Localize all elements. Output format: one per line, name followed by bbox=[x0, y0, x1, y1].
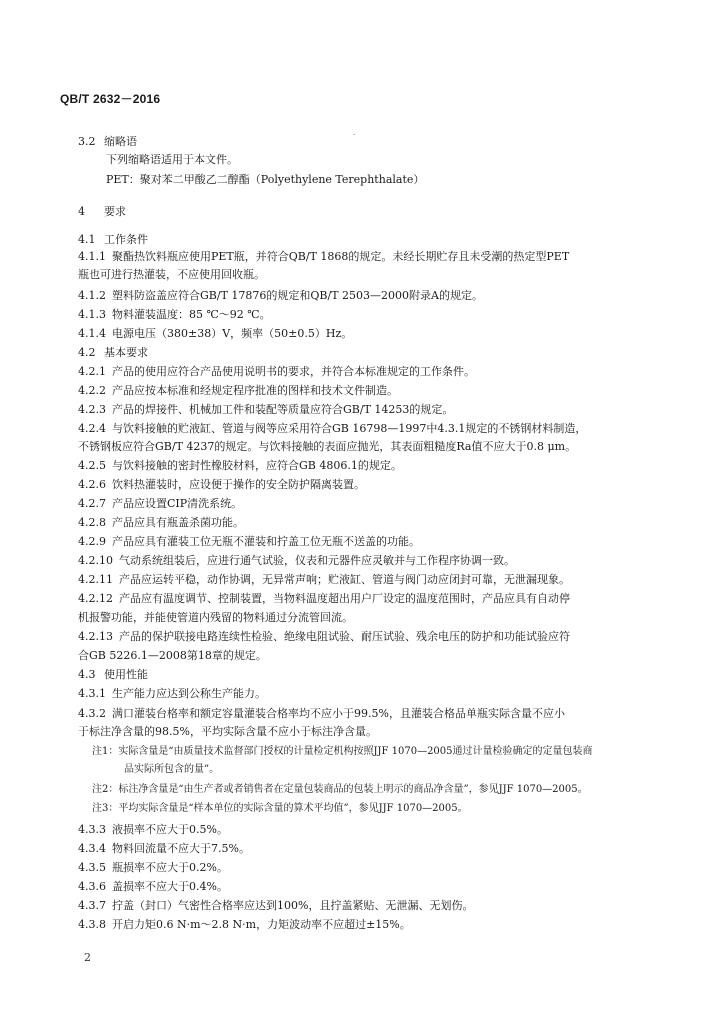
section-number: 4.1 bbox=[78, 233, 96, 246]
abbrev-intro: 下列缩略语适用于本文件。 bbox=[106, 153, 238, 166]
clause-text: 物料灌装温度：85 ℃～92 ℃。 bbox=[112, 308, 271, 321]
clause-text: 产品的保护联接电路连续性检验、绝缘电阻试验、耐压试验、残余电压的防护和功能试验应符 bbox=[119, 630, 570, 643]
clause-text: 开启力矩0.6 N·m～2.8 N·m，力矩波动率不应超过±15%。 bbox=[112, 918, 411, 931]
clause-number: 4.2.13 bbox=[78, 630, 113, 643]
clause-4-2-13-cont: 合GB 5226.1—2008第18章的规定。 bbox=[78, 649, 267, 662]
clause-number: 4.2.5 bbox=[78, 459, 106, 472]
note-label: 注3： bbox=[92, 803, 119, 814]
clause-number: 4.2.9 bbox=[78, 535, 106, 548]
clause-4-2-12-cont: 机报警功能，并能使管道内残留的物料通过分流管回流。 bbox=[78, 611, 353, 624]
section-number: 4.3 bbox=[78, 668, 96, 681]
clause-text: 产品应设置CIP清洗系统。 bbox=[112, 497, 243, 510]
section-title: 缩略语 bbox=[104, 135, 137, 148]
clause-4-2-6 bbox=[78, 477, 660, 492]
clause-text: 产品应按本标准和经规定程序批准的图样和技术文件制造。 bbox=[112, 384, 398, 397]
clause-text: 产品的使用应符合产品使用说明书的要求，并符合本标准规定的工作条件。 bbox=[112, 365, 475, 378]
clause-number: 4.2.2 bbox=[78, 384, 106, 397]
clause-4-2-13 bbox=[78, 629, 660, 644]
section-title: 要求 bbox=[104, 205, 126, 218]
note-label: 注2： bbox=[92, 784, 119, 795]
clause-text: 产品的焊接件、机械加工件和装配等质量应符合GB/T 14253的规定。 bbox=[112, 403, 454, 416]
note-1 bbox=[92, 744, 660, 759]
clause-number: 4.2.7 bbox=[78, 497, 106, 510]
clause-number: 4.2.3 bbox=[78, 403, 106, 416]
section-title: 基本要求 bbox=[104, 346, 148, 359]
abbrev-pet: PET：聚对苯二甲酸乙二醇酯（Polyethylene Terephthalate） bbox=[106, 173, 425, 186]
clause-text: 瓶损率不应大于0.2%。 bbox=[112, 861, 228, 874]
clause-number: 4.1.2 bbox=[78, 289, 106, 302]
clause-text: 产品应具有灌装工位无瓶不灌装和拧盖工位无瓶不送盖的功能。 bbox=[112, 535, 420, 548]
clause-number: 4.3.4 bbox=[78, 842, 106, 855]
clause-number: 4.2.6 bbox=[78, 478, 106, 491]
clause-text: 与饮料接触的密封性橡胶材料，应符合GB 4806.1的规定。 bbox=[112, 459, 402, 472]
clause-4-2-11 bbox=[78, 572, 660, 587]
clause-number: 4.3.5 bbox=[78, 861, 106, 874]
section-heading-4-3 bbox=[78, 667, 660, 682]
clause-text: 盖损率不应大于0.4%。 bbox=[112, 880, 228, 893]
note-label: 注1： bbox=[92, 746, 119, 757]
section-heading-3-2 bbox=[78, 134, 660, 149]
page-number: 2 bbox=[84, 951, 91, 964]
note-3 bbox=[92, 801, 660, 816]
clause-4-2-2 bbox=[78, 383, 660, 398]
clause-number: 4.3.6 bbox=[78, 880, 106, 893]
section-number: 4.2 bbox=[78, 346, 96, 359]
clause-text: 与饮料接触的贮液缸、管道与阀等应采用符合GB 16798—1997中4.3.1规定的不锈钢材料制造， bbox=[112, 422, 587, 435]
clause-number: 4.3.2 bbox=[78, 707, 106, 720]
section-title: 工作条件 bbox=[104, 233, 148, 246]
clause-4-1-3 bbox=[78, 307, 660, 322]
clause-text: 饮料热灌装时，应设便于操作的安全防护隔离装置。 bbox=[112, 478, 365, 491]
clause-number: 4.3.3 bbox=[78, 823, 106, 836]
note-text: 标注净含量是“由生产者或者销售者在定量包装商品的包装上明示的商品净含量”，参见JJF 1070—2005。 bbox=[118, 784, 588, 795]
clause-text: 塑料防盗盖应符合GB/T 17876的规定和QB/T 2503—2000附录A的规定。 bbox=[112, 289, 483, 302]
note-1-cont: 品实际所包含的量”。 bbox=[124, 764, 220, 775]
clause-number: 4.1.1 bbox=[78, 250, 106, 263]
clause-4-2-10 bbox=[78, 553, 660, 568]
clause-number: 4.2.8 bbox=[78, 516, 106, 529]
clause-number: 4.2.11 bbox=[78, 573, 113, 586]
clause-text: 拧盖（封口）气密性合格率应达到100%，且拧盖紧贴、无泄漏、无划伤。 bbox=[112, 899, 474, 912]
clause-text: 产品应有温度调节、控制装置，当物料温度超出用户厂设定的温度范围时，产品应具有自动停 bbox=[119, 592, 570, 605]
clause-4-2-1 bbox=[78, 364, 660, 379]
clause-4-3-2 bbox=[78, 706, 660, 721]
clause-4-3-5 bbox=[78, 860, 660, 875]
clause-4-3-1 bbox=[78, 686, 660, 701]
clause-text: 物料回流量不应大于7.5%。 bbox=[112, 842, 250, 855]
standard-id: QB/T 2632－2016 bbox=[60, 92, 161, 106]
clause-4-1-2 bbox=[78, 288, 660, 303]
clause-4-2-4 bbox=[78, 421, 660, 436]
clause-4-2-7 bbox=[78, 496, 660, 511]
clause-number: 4.2.4 bbox=[78, 422, 106, 435]
clause-4-1-1 bbox=[78, 249, 660, 264]
clause-number: 4.3.1 bbox=[78, 687, 106, 700]
clause-4-1-1-cont: 瓶也可进行热灌装，不应使用回收瓶。 bbox=[78, 268, 265, 281]
clause-4-2-9 bbox=[78, 534, 660, 549]
clause-number: 4.1.3 bbox=[78, 308, 106, 321]
section-heading-4-1 bbox=[78, 232, 660, 247]
clause-4-2-5 bbox=[78, 458, 660, 473]
clause-4-3-4 bbox=[78, 841, 660, 856]
clause-text: 电源电压（380±38）V，频率（50±0.5）Hz。 bbox=[112, 327, 353, 340]
clause-4-3-3 bbox=[78, 822, 660, 837]
note-text: 平均实际含量是“样本单位的实际含量的算术平均值”，参见JJF 1070—2005。 bbox=[118, 803, 468, 814]
clause-4-3-2-cont: 于标注净含量的98.5%，平均实际含量不应小于标注净含量。 bbox=[78, 725, 377, 738]
clause-4-2-3 bbox=[78, 402, 660, 417]
clause-text: 生产能力应达到公称生产能力。 bbox=[112, 687, 266, 700]
clause-4-3-8 bbox=[78, 917, 660, 932]
clause-text: 液损率不应大于0.5%。 bbox=[112, 823, 228, 836]
clause-number: 4.2.1 bbox=[78, 365, 106, 378]
clause-4-2-12 bbox=[78, 591, 660, 606]
clause-4-1-4 bbox=[78, 326, 660, 341]
clause-number: 4.2.10 bbox=[78, 554, 113, 567]
clause-4-2-8 bbox=[78, 515, 660, 530]
clause-text: 产品应具有瓶盖杀菌功能。 bbox=[112, 516, 244, 529]
section-number: 4 bbox=[78, 205, 85, 218]
section-heading-4-2 bbox=[78, 345, 660, 360]
clause-text: 聚酯热饮料瓶应使用PET瓶，并符合QB/T 1868的规定。未经长期贮存且未受潮的热定型PET bbox=[112, 250, 570, 263]
clause-text: 满口灌装台格率和额定容量灌装合格率均不应小于99.5%，且灌装合格品单瓶实际含量不应小 bbox=[112, 707, 565, 720]
note-2 bbox=[92, 782, 660, 797]
note-text: 实际含量是“由质量技术监督部门授权的计量检定机构按照JJF 1070—2005通过计量检验确定的定量包装商 bbox=[118, 746, 593, 757]
clause-text: 气动系统组装后，应进行通气试验，仪表和元器件应灵敏并与工作程序协调一致。 bbox=[119, 554, 515, 567]
section-number: 3.2 bbox=[78, 135, 96, 148]
clause-number: 4.2.12 bbox=[78, 592, 113, 605]
clause-4-3-6 bbox=[78, 879, 660, 894]
clause-4-2-4-cont: 不锈钢板应符合GB/T 4237的规定。与饮料接触的表面应抛光，其表面粗糙度Ra值不应大于0.8 μm。 bbox=[78, 440, 577, 453]
section-title: 使用性能 bbox=[104, 668, 148, 681]
clause-text: 产品应运转平稳，动作协调，无异常声响；贮液缸、管道与阀门动应闭封可靠，无泄漏现象。 bbox=[119, 573, 570, 586]
clause-4-3-7 bbox=[78, 898, 660, 913]
section-heading-4 bbox=[78, 204, 660, 219]
clause-number: 4.3.8 bbox=[78, 918, 106, 931]
clause-number: 4.1.4 bbox=[78, 327, 106, 340]
clause-number: 4.3.7 bbox=[78, 899, 106, 912]
